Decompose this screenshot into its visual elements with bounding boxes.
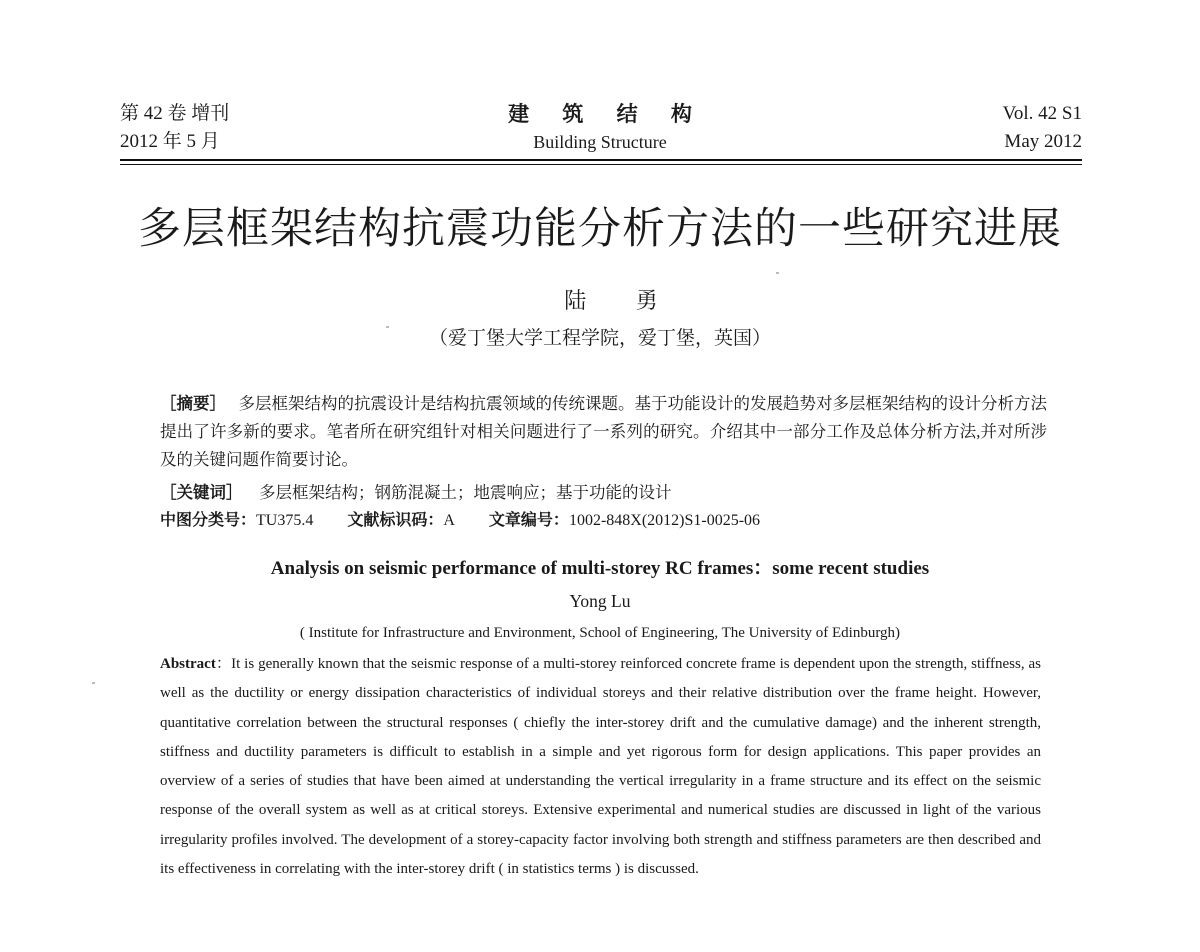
paper-title-cn: 多层框架结构抗震功能分析方法的一些研究进展 bbox=[138, 206, 1062, 253]
keywords-cn-label: ［关键词］ bbox=[160, 483, 243, 502]
keywords-cn-text: 多层框架结构；钢筋混凝土；地震响应；基于功能的设计 bbox=[259, 483, 672, 502]
journal-name-en: Building Structure bbox=[533, 132, 667, 152]
header-volume-cn: 第 42 卷 增刊 bbox=[120, 103, 230, 124]
doc-code-label: 文献标识码： bbox=[347, 512, 444, 529]
scan-speck bbox=[776, 272, 779, 274]
abstract-en-separator: ： bbox=[215, 656, 232, 672]
abstract-en-label: Abstract bbox=[160, 656, 216, 672]
affiliation-cn: （爱丁堡大学工程学院，爱丁堡，英国） bbox=[428, 328, 771, 349]
keywords-cn bbox=[160, 480, 1060, 506]
header-rule-thick bbox=[120, 159, 1082, 161]
abstract-cn-text: 多层框架结构的抗震设计是结构抗震领域的传统课题。基于功能设计的发展趋势对多层框架结构的设计分析方法提出了许多新的要求。笔者所在研究组针对相关问题进行了一系列的研究。介绍其中一部分工作及总体分析方法,并对所涉及的关键问题作简要讨论。 bbox=[160, 394, 1048, 469]
abstract-en bbox=[160, 650, 1041, 884]
doc-code-value: A bbox=[443, 512, 455, 529]
scan-speck bbox=[386, 326, 389, 328]
classification-line bbox=[160, 508, 1060, 534]
abstract-en-text: It is generally known that the seismic response of a multi-storey reinforced concrete frame is dependent upon the strength, stiffness, as well as the ductility or energy dissipation characteristics of individual storeys and their relative distribution over the frame height. However, quantitative correlation between the structural responses ( chiefly the inter-storey drift and the cumulative damage) and the inherent strength, stiffness and ductility parameters is difficult to establish in a simple and yet rigorous form for design applications. This paper provides an overview of a series of studies that have been aimed at understanding the vertical irregularity in a frame structure and its effect on the seismic response of the overall system as well as at critical storeys. Extensive experimental and numerical studies are discussed in light of the various irregularity profiles involved. The development of a storey-capacity factor involving both strength and stiffness parameters are then described and its effectiveness in correlating with the inter-storey drift ( in statistics terms ) is discussed. bbox=[160, 656, 1041, 878]
header-date-cn: 2012 年 5 月 bbox=[120, 131, 220, 152]
author-name-cn: 陆 勇 bbox=[564, 288, 680, 313]
article-number-label: 文章编号： bbox=[488, 512, 569, 529]
clc-label: 中图分类号： bbox=[160, 512, 257, 529]
journal-name-cn: 建 筑 结 构 bbox=[508, 102, 706, 126]
header-volume-number: Vol. 42 S1 bbox=[1002, 103, 1082, 124]
scan-speck bbox=[92, 682, 95, 684]
paper-title-en: Analysis on seismic performance of multi-storey RC frames：some recent studies bbox=[270, 558, 930, 579]
header-date-en: May 2012 bbox=[1004, 131, 1082, 152]
article-number-value: 1002-848X(2012)S1-0025-06 bbox=[568, 512, 761, 529]
header-rule-thin bbox=[120, 164, 1082, 165]
abstract-cn bbox=[160, 390, 1047, 474]
affiliation-en: ( Institute for Infrastructure and Environment, School of Engineering, The University of Edinburgh) bbox=[299, 625, 901, 641]
abstract-cn-label: ［摘要］ bbox=[160, 394, 227, 413]
header-volume-en bbox=[1003, 100, 1082, 156]
clc-value: TU375.4 bbox=[256, 512, 314, 529]
author-name-en: Yong Lu bbox=[569, 591, 631, 611]
